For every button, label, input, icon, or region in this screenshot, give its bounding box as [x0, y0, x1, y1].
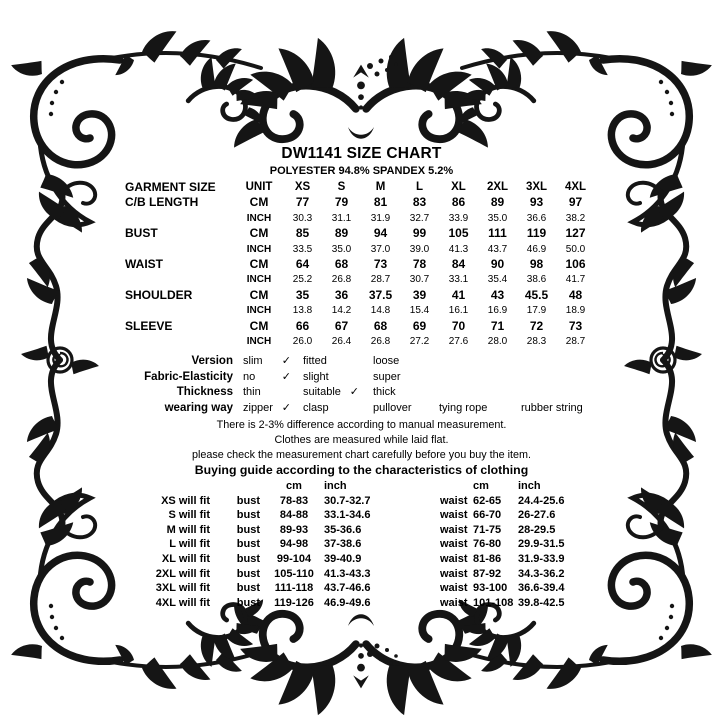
spec-option: [303, 354, 359, 370]
size-value-inch: 37.0: [370, 243, 391, 255]
size-column-header: 3XL: [525, 181, 548, 193]
guide-waist-label: waist: [440, 509, 468, 522]
size-value-inch: 28.7: [370, 274, 391, 286]
buying-guide-title: Buying guide according to the characteristics of clothing: [194, 463, 529, 478]
size-value-cm: 45.5: [524, 287, 549, 302]
guide-bust-label: bust: [236, 523, 260, 536]
guide-waist-label: waist: [440, 582, 468, 595]
measurement-label: WAIST: [125, 257, 163, 272]
size-row-cm: [125, 288, 595, 303]
guide-waist-cm-range: 87-92: [473, 567, 502, 580]
guide-waist-inch-range: 36.6-39.4: [518, 582, 565, 595]
garment-specs: [126, 354, 723, 416]
size-value-cm: 85: [295, 226, 310, 241]
guide-bust-cm-range: 78-83: [279, 494, 309, 507]
spec-row: [126, 370, 723, 386]
guide-waist-label: waist: [440, 523, 468, 536]
size-value-cm: 119: [526, 226, 547, 241]
size-value-cm: 83: [412, 195, 427, 210]
size-value-cm: 48: [568, 287, 583, 302]
guide-waist-inch-range: 39.8-42.5: [518, 596, 565, 609]
spec-option: [373, 385, 435, 401]
spec-option-text: suitable: [303, 386, 341, 399]
size-value-cm: 111: [488, 226, 507, 241]
spec-option-text: zipper: [243, 401, 273, 414]
size-value-inch: 16.9: [487, 305, 508, 317]
spec-label: wearing way: [164, 401, 233, 414]
size-value-cm: 105: [448, 226, 469, 241]
spec-option-text: rubber string: [521, 401, 583, 414]
size-row-inch: [125, 334, 595, 349]
size-value-cm: 70: [451, 318, 466, 333]
size-value-cm: 89: [490, 195, 505, 210]
size-row-inch: [125, 242, 595, 257]
spec-option-text: pullover: [373, 401, 412, 414]
size-value-cm: 68: [334, 257, 349, 272]
spec-option-text: no: [243, 370, 256, 383]
size-value-inch: 46.9: [526, 243, 547, 255]
measurement-label: C/B LENGTH: [125, 195, 199, 210]
spec-option: [373, 354, 435, 370]
size-value-inch: 41.3: [448, 243, 469, 255]
guide-waist-label: waist: [440, 552, 468, 565]
guide-bust-label: bust: [236, 552, 260, 565]
size-value-inch: 26.4: [331, 336, 352, 348]
guide-size-label: 3XL will fit: [155, 582, 210, 595]
spec-option-text: slim: [243, 355, 263, 368]
size-value-inch: 32.7: [409, 212, 430, 224]
guide-bust-inch-range: 41.3-43.3: [324, 567, 371, 580]
size-column-header: S: [337, 181, 346, 193]
spec-options: [233, 385, 435, 401]
guide-row: [126, 552, 723, 567]
size-value-cm: 106: [565, 257, 586, 272]
size-value-inch: 31.1: [331, 212, 352, 224]
size-value-inch: 38.2: [565, 212, 586, 224]
spec-row: [126, 354, 723, 370]
size-value-cm: 78: [412, 257, 427, 272]
guide-header-waist-cm: cm: [473, 479, 489, 492]
guide-header-bust-inch: inch: [324, 479, 347, 492]
guide-gap: [414, 523, 438, 538]
size-value-inch: 28.0: [487, 336, 508, 348]
spec-option-text: slight: [303, 370, 329, 383]
unit-label-cm: CM: [249, 287, 269, 302]
spec-options: [233, 370, 435, 386]
measurement-label-empty: [125, 211, 235, 226]
guide-waist-inch-range: 31.9-33.9: [518, 552, 565, 565]
measurement-label: SLEEVE: [125, 318, 173, 333]
note-line: There is 2-3% difference according to manual measurement.: [216, 419, 507, 432]
measurement-notes: [0, 418, 723, 463]
size-value-cm: 43: [490, 287, 505, 302]
guide-size-label: XL will fit: [161, 552, 210, 565]
spec-row: [126, 401, 723, 417]
size-value-cm: 73: [568, 318, 583, 333]
spec-option: [373, 401, 435, 417]
size-value-cm: 36: [334, 287, 349, 302]
guide-waist-inch-range: 26-27.6: [518, 509, 556, 522]
size-value-cm: 72: [529, 318, 544, 333]
size-value-cm: 66: [295, 318, 310, 333]
size-value-inch: 13.8: [292, 305, 313, 317]
size-value-inch: 18.9: [565, 305, 586, 317]
size-value-cm: 73: [373, 257, 388, 272]
size-value-cm: 97: [568, 195, 583, 210]
note-line: please check the measurement chart carefully before you buy the item.: [191, 449, 532, 462]
guide-row: [126, 596, 723, 611]
check-icon: ✓: [349, 386, 359, 399]
unit-label-inch: INCH: [246, 243, 272, 255]
spec-option: [303, 401, 359, 417]
spec-label: Version: [191, 355, 233, 368]
size-table-header-row: [125, 180, 595, 195]
size-row-inch: [125, 211, 595, 226]
unit-label-cm: CM: [249, 226, 269, 241]
guide-waist-cm-range: 93-100: [473, 582, 508, 595]
guide-bust-cm-range: 99-104: [276, 552, 312, 565]
size-value-inch: 33.9: [448, 212, 469, 224]
guide-bust-label: bust: [236, 494, 260, 507]
size-value-cm: 41: [451, 287, 466, 302]
check-icon: ✓: [281, 370, 291, 383]
page-title: DW1141 SIZE CHART: [281, 145, 442, 162]
guide-bust-inch-range: 43.7-46.6: [324, 582, 371, 595]
unit-label-cm: CM: [249, 195, 269, 210]
size-value-inch: 43.7: [487, 243, 508, 255]
size-value-inch: 26.0: [292, 336, 313, 348]
size-column-header: M: [375, 181, 386, 193]
size-value-inch: 30.7: [409, 274, 430, 286]
check-icon: ✓: [281, 401, 291, 414]
unit-label-inch: INCH: [246, 274, 272, 286]
spec-option-text: thick: [373, 386, 396, 399]
guide-size-label: 2XL will fit: [155, 567, 210, 580]
size-column-header: XL: [451, 181, 466, 193]
size-value-inch: 16.1: [448, 305, 469, 317]
guide-bust-label: bust: [236, 567, 260, 580]
size-row-cm: [125, 257, 595, 272]
size-value-inch: 26.8: [370, 336, 391, 348]
guide-waist-inch-range: 34.3-36.2: [518, 567, 565, 580]
guide-waist-cm-range: 76-80: [473, 538, 502, 551]
spec-option-text: fitted: [303, 355, 327, 368]
size-value-inch: 35.4: [487, 274, 508, 286]
unit-label-inch: INCH: [246, 336, 272, 348]
guide-waist-cm-range: 62-65: [473, 494, 502, 507]
size-value-inch: 36.6: [526, 212, 547, 224]
size-value-cm: 64: [295, 257, 310, 272]
spec-option: [303, 385, 359, 401]
spec-option-text: tying rope: [439, 401, 488, 414]
guide-size-label: M will fit: [166, 523, 210, 536]
size-value-cm: 94: [373, 226, 388, 241]
size-value-inch: 41.7: [565, 274, 586, 286]
size-value-cm: 99: [412, 226, 427, 241]
guide-header-waist-inch: inch: [518, 479, 541, 492]
size-value-cm: 67: [334, 318, 349, 333]
guide-waist-cm-range: 66-70: [473, 509, 502, 522]
guide-waist-label: waist: [440, 538, 468, 551]
guide-gap: [414, 508, 438, 523]
size-value-inch: 14.2: [331, 305, 352, 317]
size-value-inch: 35.0: [331, 243, 352, 255]
unit-label-inch: INCH: [246, 212, 272, 224]
guide-bust-cm-range: 94-98: [279, 538, 309, 551]
guide-gap: [414, 581, 438, 596]
guide-bust-inch-range: 30.7-32.7: [324, 494, 371, 507]
size-value-inch: 14.8: [370, 305, 391, 317]
size-row-inch: [125, 272, 595, 287]
size-value-inch: 33.1: [448, 274, 469, 286]
guide-size-label: 4XL will fit: [155, 596, 210, 609]
size-value-cm: 68: [373, 318, 388, 333]
spec-option-text: super: [373, 370, 401, 383]
size-value-inch: 33.5: [292, 243, 313, 255]
guide-bust-label: bust: [236, 596, 260, 609]
spec-option: [243, 354, 291, 370]
size-value-cm: 89: [334, 226, 349, 241]
spec-option: [243, 401, 291, 417]
guide-bust-inch-range: 33.1-34.6: [324, 509, 371, 522]
spec-options: [233, 401, 613, 417]
spec-option: [243, 385, 291, 401]
guide-gap: [414, 494, 438, 509]
guide-header-empty: [438, 479, 472, 494]
guide-waist-inch-range: 29.9-31.5: [518, 538, 565, 551]
guide-waist-label: waist: [440, 596, 468, 609]
size-value-inch: 38.6: [526, 274, 547, 286]
size-value-cm: 77: [295, 195, 310, 210]
guide-gap: [414, 537, 438, 552]
guide-bust-cm-range: 89-93: [279, 523, 309, 536]
guide-waist-inch-range: 28-29.5: [518, 523, 556, 536]
guide-size-label: L will fit: [169, 538, 210, 551]
spec-row: [126, 385, 723, 401]
guide-header-row: [126, 479, 723, 494]
size-value-inch: 28.3: [526, 336, 547, 348]
measurement-label-empty: [125, 242, 235, 257]
size-value-cm: 35: [295, 287, 310, 302]
size-row-cm: [125, 195, 595, 210]
guide-header-empty: [210, 479, 266, 494]
guide-bust-cm-range: 119-126: [274, 596, 314, 609]
size-column-header: 4XL: [564, 181, 587, 193]
size-value-cm: 79: [334, 195, 349, 210]
guide-bust-inch-range: 46.9-49.6: [324, 596, 371, 609]
check-icon: ✓: [281, 355, 291, 368]
fabric-composition: POLYESTER 94.8% SPANDEX 5.2%: [269, 165, 454, 177]
measurement-label: BUST: [125, 226, 158, 241]
size-row-cm: [125, 319, 595, 334]
guide-bust-inch-range: 37-38.6: [324, 538, 362, 551]
size-column-header: UNIT: [245, 181, 273, 193]
guide-waist-label: waist: [440, 567, 468, 580]
size-value-inch: 27.2: [409, 336, 430, 348]
spec-option: [243, 370, 291, 386]
spec-label: Thickness: [176, 386, 233, 399]
guide-waist-label: waist: [440, 494, 468, 507]
spec-options: [233, 354, 435, 370]
guide-gap: [414, 552, 438, 567]
unit-label-cm: CM: [249, 318, 269, 333]
measurement-label-empty: [125, 334, 235, 349]
size-value-inch: 28.7: [565, 336, 586, 348]
size-value-inch: 15.4: [409, 305, 430, 317]
size-value-inch: 39.0: [409, 243, 430, 255]
guide-waist-cm-range: 71-75: [473, 523, 502, 536]
size-value-cm: 37.5: [368, 287, 393, 302]
size-value-cm: 84: [451, 257, 466, 272]
guide-bust-cm-range: 105-110: [274, 567, 314, 580]
spec-label: Fabric-Elasticity: [144, 370, 233, 383]
size-value-cm: 93: [529, 195, 544, 210]
size-value-inch: 26.8: [331, 274, 352, 286]
spec-option: [439, 401, 513, 417]
size-column-header: XS: [294, 181, 311, 193]
guide-waist-cm-range: 101-108: [473, 596, 514, 609]
guide-header-gap: [414, 479, 438, 494]
size-column-header: GARMENT SIZE: [125, 180, 216, 194]
note-line: Clothes are measured while laid flat.: [274, 434, 449, 447]
guide-bust-label: bust: [236, 538, 260, 551]
guide-size-label: S will fit: [168, 509, 210, 522]
size-value-cm: 81: [373, 195, 388, 210]
unit-label-cm: CM: [249, 257, 269, 272]
spec-option: [303, 370, 359, 386]
spec-option-text: loose: [373, 355, 400, 368]
spec-option: [373, 370, 435, 386]
spec-option-text: clasp: [303, 401, 329, 414]
guide-row: [126, 494, 723, 509]
size-value-inch: 50.0: [565, 243, 586, 255]
guide-waist-cm-range: 81-86: [473, 552, 502, 565]
buying-guide-table: [126, 479, 723, 610]
guide-row: [126, 523, 723, 538]
size-value-cm: 86: [451, 195, 466, 210]
size-column-header: L: [415, 181, 424, 193]
guide-bust-label: bust: [236, 582, 260, 595]
size-value-inch: 25.2: [292, 274, 313, 286]
size-value-cm: 69: [412, 318, 427, 333]
size-table: [125, 180, 595, 349]
guide-header-bust-cm: cm: [286, 479, 302, 492]
guide-row: [126, 581, 723, 596]
spec-option: [521, 401, 613, 417]
spec-option-text: thin: [243, 386, 261, 399]
size-value-cm: 90: [490, 257, 505, 272]
size-column-header: 2XL: [486, 181, 509, 193]
guide-bust-inch-range: 39-40.9: [324, 552, 362, 565]
size-value-inch: 17.9: [526, 305, 547, 317]
size-value-cm: 71: [490, 318, 505, 333]
size-value-inch: 30.3: [292, 212, 313, 224]
measurement-label-empty: [125, 272, 235, 287]
size-value-inch: 35.0: [487, 212, 508, 224]
guide-rows: [126, 494, 723, 611]
unit-label-inch: INCH: [246, 305, 272, 317]
guide-waist-inch-range: 24.4-25.6: [518, 494, 565, 507]
guide-size-label: XS will fit: [161, 494, 210, 507]
guide-row: [126, 508, 723, 523]
guide-bust-cm-range: 84-88: [279, 509, 309, 522]
size-row-inch: [125, 303, 595, 318]
size-value-cm: 39: [412, 287, 427, 302]
guide-bust-inch-range: 35-36.6: [324, 523, 362, 536]
guide-row: [126, 537, 723, 552]
guide-gap: [414, 596, 438, 611]
guide-bust-cm-range: 111-118: [274, 582, 314, 595]
size-row-cm: [125, 226, 595, 241]
guide-header-empty: [126, 479, 210, 494]
measurement-label: SHOULDER: [125, 287, 193, 302]
guide-row: [126, 567, 723, 582]
size-value-inch: 31.9: [370, 212, 391, 224]
guide-bust-label: bust: [236, 509, 260, 522]
size-value-cm: 98: [529, 257, 544, 272]
size-value-inch: 27.6: [448, 336, 469, 348]
guide-gap: [414, 567, 438, 582]
size-value-cm: 127: [565, 226, 586, 241]
measurement-label-empty: [125, 303, 235, 318]
